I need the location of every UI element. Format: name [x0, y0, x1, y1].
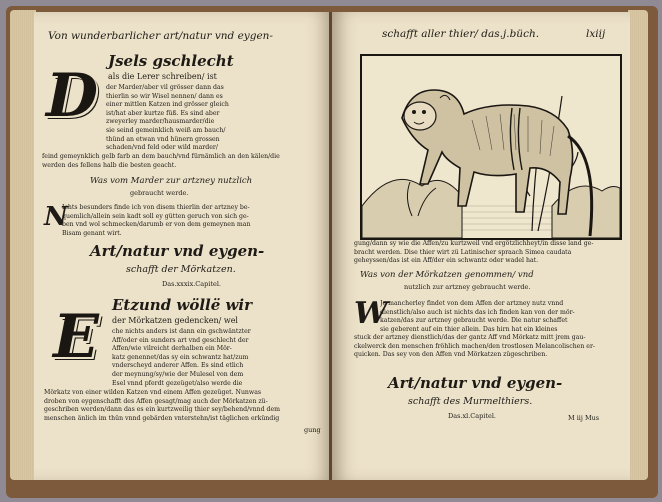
section1-heading-line2: als die Lerer schreiben/ ist: [108, 72, 217, 81]
folio-number: lxiij: [586, 28, 606, 40]
chapter-number-right: Das.xl.Capitel.: [448, 412, 496, 420]
section2-heading-line1: Etzund wöllë wir: [112, 296, 252, 314]
decorated-initial-e: E: [42, 292, 110, 382]
book-edge-left: [10, 10, 36, 480]
section1-text-full-width: feind gemeynklich gelb farb an dem bauch/vnd fürnämlich an den kälen/die werden des fellens halb die besten geacht.: [42, 153, 280, 169]
caption-text: gung/dann sy wie die Affen/zu kurtzweil vnd ergötzlichheyt/in disse land ge- bracht werden. Dise thier wirt zü Latinischer spraach Simea caudata geheyssen/das ist ein Aff/der ein schwantz oder wadel hat.: [354, 240, 594, 265]
title-murmelthier-line2: schafft des Murmelthiers.: [408, 396, 533, 407]
left-page: [34, 12, 332, 480]
decorated-initial-d: D: [40, 52, 104, 140]
chapter-number: Das.xxxix.Capitel.: [162, 280, 221, 288]
section1-text: der Marder/aber vil grösser dann das thierlin so wir Wisel nennen/ dann es einer mittlen Katzen ind grösser gleich ist/hat aber kurtze füß. Es sind aber zweyerley marder/hausmarder/die sie seind gemeinklich weiß am bauch/ thünd an etwan vnd hünern grossen schaden/vnd feld oder wild marder/: [106, 84, 229, 152]
right-page: [332, 12, 630, 480]
title-moerkatzen: Art/natur vnd eygen-: [90, 242, 265, 260]
paragraph-moerkatzen-full-width: stuck der artzney dienstlich/das der gantz Aff vnd Mörkatz mitt jrem gau- ckelwerck den menschen fröhlich machen/den trostlosen Melancolischen er- quicken. Das sey von den Affen vnd Mörkatzen zügeschriben.: [354, 334, 595, 359]
right-page-header: schafft aller thier/ das.j.büch.: [382, 28, 540, 40]
initial-n: N: [44, 202, 68, 232]
catchword-right: M iij Mus: [568, 414, 600, 422]
section2-text: che nichts anders ist dann ein gschwäntzter Aff/oder ein sunders art vnd geschlecht der Affen/wie vilreicht derhalben ein Mör- katz genennet/das sy ein schwantz hat/zum vnderscheyd anderer Affen. Es sind etlich der meynung/sy/wie der Mulesel von dem Esel vnnd pferdt gezeüget/also werde die: [112, 328, 251, 387]
catchword-left: gung: [304, 426, 321, 434]
title-moerkatzen-line2: schafft der Mörkatzen.: [126, 264, 236, 275]
initial-w: W: [354, 296, 388, 331]
title-murmelthier: Art/natur vnd eygen-: [388, 374, 563, 392]
section1-heading-line1: Jsels gschlecht: [108, 52, 234, 70]
monkey-woodcut-image: [360, 54, 622, 240]
subheading-moerkatzen-artzney: Was von der Mörkatzen genommen/ vnd: [360, 270, 534, 280]
subheading-marder-artzney-2: gebraucht werde.: [130, 189, 189, 197]
subheading-moerkatzen-artzney-2: nutzlich zur artzney gebraucht werde.: [404, 283, 531, 291]
section2-heading-line2: der Mörkatzen gedencken/ wel: [112, 316, 238, 325]
left-page-header: Von wunderbarlicher art/natur vnd eygen-: [48, 30, 273, 42]
monkey-illustration: [362, 56, 620, 238]
paragraph-marder: Ichts besunders finde ich von disem thierlin der artzney be- quemlich/allein sein kadt soll ey gütten geruch von sich ge- ben vnd wol schmecken/darumb er von dem gemeynen man Bisam genant wirt.: [62, 204, 251, 237]
subheading-marder-artzney: Was vom Marder zur artzney nutzlich: [90, 176, 253, 186]
section2-text-full-width: Mörkatz von einer wilden Katzen vnd einem Affen gezeüget. Nunwas droben von eygenschafft des Affen gesagt/mag auch der Mörkatzen zü- geschriben werden/dann das es ein kurtzweilig thier sey/behend/vnnd dem menschen änlich im thün vnnd gebärden vnterstehn/ist täglichen erkündig: [44, 389, 281, 422]
paragraph-moerkatzen: Je mancherley findet von dem Affen der artzney nutz vnnd dienstlich/also auch ist nichts das ich finden kan von der mör- katzen/das zur artzney gebraucht werde. Die natur schaffet sie geberent auf ein thier allein. Das hirn hat ein kleines: [380, 300, 575, 333]
book-edge-right: [628, 10, 648, 480]
